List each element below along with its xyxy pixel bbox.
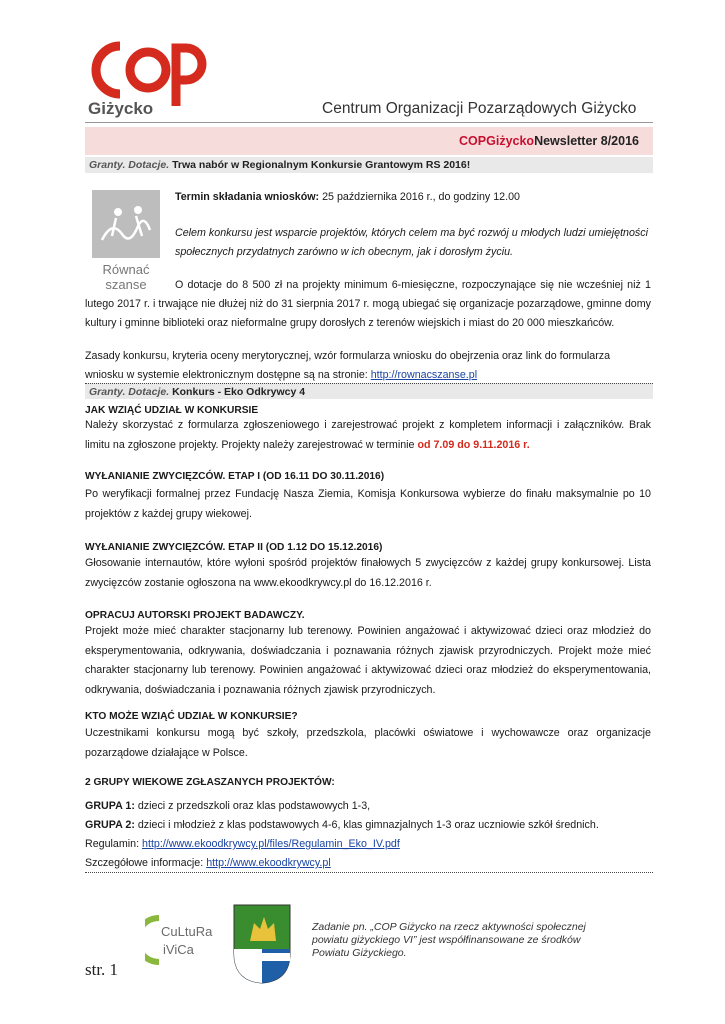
rules-paragraph xyxy=(85,347,651,385)
bottom-divider xyxy=(85,872,653,873)
who-can-join-text: Uczestnikami konkursu mogą być szkoły, przedszkola, placówki oświatowe i wychowawcze oraz organizacje pozarządowe działające w Polsce. xyxy=(85,727,651,759)
stage1-heading: WYŁANIANIE ZWYCIĘZCÓW. ETAP I (OD 16.11 DO 30.11.2016) xyxy=(85,471,385,482)
section2-title: Konkurs - Eko Odkrywcy 4 xyxy=(172,386,306,398)
header-divider xyxy=(85,122,653,123)
group2-line xyxy=(85,816,651,835)
section1-category: Granty. Dotacje. xyxy=(89,159,170,171)
group2-text: dzieci i młodzież z klas podstawowych 4-6, klas gimnazjalnych 1-3 oraz uczniowie szkół średnich. xyxy=(134,819,599,831)
how-to-join-heading: JAK WZIĄĆ UDZIAŁ W KONKURSIE xyxy=(85,405,259,416)
grant-paragraph: O dotacje do 8 500 zł na projekty minimum 6-miesięczne, rozpoczynające się nie wcześniej niż 1 lutego 2017 r. i trwające nie dłużej niż do 31 sierpnia 2017 r. mogą ubiegać się organizacje pozarządowe, gminne domy kultury i gminne biblioteki oraz nieformalne grupy dorosłych z terenów wiejskich i miast do 20 000 mieszkańców. xyxy=(85,279,651,329)
cultura-text-2: iViCa xyxy=(163,942,194,957)
who-can-join-heading: KTO MOŻE WZIĄĆ UDZIAŁ W KONKURSIE? xyxy=(85,711,298,722)
deadline-line xyxy=(175,191,520,203)
age-groups-heading: 2 GRUPY WIEKOWE ZGŁASZANYCH PROJEKTÓW: xyxy=(85,777,335,788)
newsletter-title xyxy=(459,134,639,148)
goal-paragraph: Celem konkursu jest wsparcie projektów, których celem ma być rozwój u młodych ludzi umiejętności społecznych przydatnych zarówno w ich obecnym, jak i dorosłym życiu. xyxy=(175,227,648,258)
cofinancing-note: Zadanie pn. „COP Giżycko na rzecz aktywności społecznej powiatu giżyckiego VI” jest współfinansowane ze środków Powiatu Giżyckiego. xyxy=(312,921,586,959)
newsletter-issue: Newsletter 8/2016 xyxy=(534,134,639,148)
project-heading: OPRACUJ AUTORSKI PROJEKT BADAWCZY. xyxy=(85,610,305,621)
section1-heading-bar xyxy=(85,157,653,173)
details-label: Szczegółowe informacje: xyxy=(85,857,207,869)
how-to-join-text xyxy=(85,416,651,455)
project-text: Projekt może mieć charakter stacjonarny lub terenowy. Powinien angażować i aktywizować dzieci oraz młodzież do eksperymentowania, odkrywania, doświadczania i poznawania różnych zjawisk przyrodniczych. Projekt może mieć charakter stacjonarny lub terenowy. Powinien angażować i aktywizować dzieci oraz młodzież do eksperymentowania, odkrywania, doświadczania i poznawania różnych zjawisk przyrodniczych. xyxy=(85,625,651,696)
cultura-text-1: CuLtuRa xyxy=(161,924,213,939)
how-to-join-body: Należy skorzystać z formularza zgłoszeniowego i zarejestrować projekt z kompletem informacji i załączników. Brak limitu na zgłoszone projekty. Projekty należy zarejestrować w terminie xyxy=(85,419,651,451)
organization-name: Centrum Organizacji Pozarządowych Giżycko xyxy=(322,100,637,117)
registration-dates: od 7.09 do 9.11.2016 r. xyxy=(417,438,530,451)
group1-label: GRUPA 1: xyxy=(85,800,135,812)
section1-title: Trwa nabór w Regionalnym Konkursie Grantowym RS 2016! xyxy=(172,159,471,171)
age-groups-list xyxy=(85,797,651,873)
cultura-civica-logo xyxy=(145,910,227,970)
logo-city: Giżycko xyxy=(88,99,154,118)
group2-label: GRUPA 2: xyxy=(85,819,135,831)
stage2-heading: WYŁANIANIE ZWYCIĘZCÓW. ETAP II (OD 1.12 DO 15.12.2016) xyxy=(85,542,383,553)
rules-text: Zasady konkursu, kryteria oceny merytorycznej, wzór formularza wniosku do obejrzenia oraz link do formularza wniosku w systemie elektronicznym dostępne są na stronie: xyxy=(85,350,611,381)
rs-logo-text-1: Równać xyxy=(102,262,150,277)
rs-logo-text-2: szanse xyxy=(105,277,147,292)
regulations-label: Regulamin: xyxy=(85,838,143,850)
stage1-text: Po weryfikacji formalnej przez Fundację Nasza Ziemia, Komisja Konkursowa wybierze do finału maksymalnie po 10 projektów z każdej grupy wiekowej. xyxy=(85,488,651,520)
details-line xyxy=(85,854,651,873)
stage2-text: Głosowanie internautów, które wyłoni spośród projektów finałowych 5 zwycięzców z każdej grupy konkursowej. Lista zwycięzców zostanie ogłoszona na www.ekoodkrywcy.pl do 16.12.2016 r. xyxy=(85,557,651,589)
newsletter-banner xyxy=(85,127,653,155)
ekoodkrywcy-link[interactable]: http://www.ekoodkrywcy.pl xyxy=(206,857,331,869)
section2-category: Granty. Dotacje. xyxy=(89,386,170,398)
newsletter-brand: COPGiżycko xyxy=(459,134,535,148)
group1-text: dzieci z przedszkoli oraz klas podstawowych 1-3, xyxy=(134,800,371,812)
group1-line xyxy=(85,797,651,816)
section2-heading-bar xyxy=(85,383,653,399)
page-number: str. 1 xyxy=(85,960,119,979)
rownacszanse-link[interactable]: http://rownacszanse.pl xyxy=(370,369,478,381)
powiat-gizycki-crest xyxy=(232,903,292,985)
regulations-link[interactable]: http://www.ekoodkrywcy.pl/files/Regulamin_Eko_IV.pdf xyxy=(142,838,400,850)
deadline-label: Termin składania wniosków: xyxy=(175,191,320,203)
cop-gizycko-logo xyxy=(82,30,212,120)
regulations-line xyxy=(85,835,651,854)
deadline-value: 25 października 2016 r., do godziny 12.00 xyxy=(319,191,520,203)
